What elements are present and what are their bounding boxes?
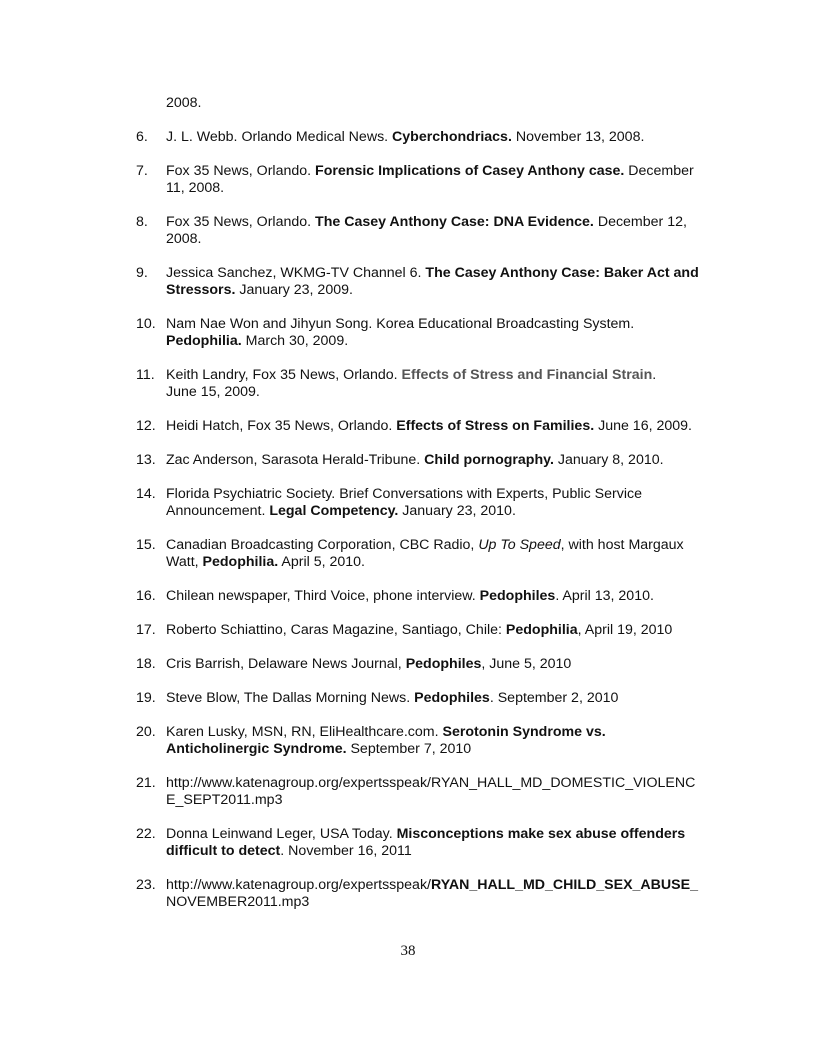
bold-title-text: Effects of Stress on Families. [396,418,595,434]
citation-text: NOVEMBER2011.mp3 [166,894,310,910]
bold-title-text: Anticholinergic Syndrome. [166,741,347,757]
bold-title-text: Effects of Stress and Financial Strain [401,367,653,383]
list-item [136,588,726,605]
citation-text: , June 5, 2010 [481,656,572,672]
citation-text: Fox 35 News, Orlando. [166,163,316,179]
citation-text: Cris Barrish, Delaware News Journal, [166,656,406,672]
list-item-line [166,894,726,911]
list-item-line [166,333,726,350]
list-item-line [166,724,726,741]
list-item-line [166,265,726,282]
list-item-line [166,418,726,435]
citation-text: June 16, 2009. [594,418,692,434]
bold-title-text: Legal Competency. [269,503,399,519]
bold-title-text: Cyberchondriacs. [392,129,512,145]
list-item-number: 8. [136,214,148,230]
list-item-number: 7. [136,163,148,179]
citation-text: Keith Landry, Fox 35 News, Orlando. [166,367,402,383]
list-item-number: 17. [136,622,156,638]
list-item-number: 10. [136,316,156,332]
list-item-line [166,554,726,571]
bold-title-text: Pedophilia [505,622,578,638]
citation-text: January 23, 2009. [235,282,353,298]
list-item-number: 23. [136,877,156,893]
bold-title-text: Pedophiles [405,656,482,672]
list-item-line [166,367,726,384]
list-item-line [166,622,726,639]
list-item-number: 15. [136,537,156,553]
citation-text: Donna Leinwand Leger, USA Today. [166,826,397,842]
citation-text: December [624,163,694,179]
citation-text: Announcement. [166,503,270,519]
citation-text: Jessica Sanchez, WKMG-TV Channel 6. [166,265,426,281]
bold-title-text: The Casey Anthony Case: Baker Act and [425,265,699,281]
list-item-number: 22. [136,826,156,842]
list-item-number: 9. [136,265,148,281]
list-item [136,486,726,520]
list-item-line [166,690,726,707]
citation-text: September 7, 2010 [346,741,472,757]
list-item-line [166,129,726,146]
citation-text: J. L. Webb. Orlando Medical News. [166,129,393,145]
list-item-number: 16. [136,588,156,604]
citation-text: April 5, 2010. [278,554,365,570]
list-item-line [166,656,726,673]
list-item-line [166,503,726,520]
list-item-line [166,826,726,843]
list-item-line [166,588,726,605]
citation-text: Nam Nae Won and Jihyun Song. Korea Educational Broadcasting System. [166,316,635,332]
list-item-line [166,486,726,503]
citation-text: Karen Lusky, MSN, RN, EliHealthcare.com. [166,724,443,740]
list-item-line [166,384,726,401]
bold-title-text: Forensic Implications of Casey Anthony case. [315,163,625,179]
citation-text: http://www.katenagroup.org/expertsspeak/ [166,877,431,893]
bold-title-text: Pedophilia. [202,554,279,570]
list-item-line [166,282,726,299]
list-item [136,622,726,639]
bold-title-text: RYAN_HALL_MD_CHILD_SEX_ABUSE_ [430,877,698,893]
bold-title-text: Pedophiles [479,588,556,604]
citation-text: Florida Psychiatric Society. Brief Conversations with Experts, Public Service [166,486,642,502]
bold-title-text: difficult to detect [166,843,281,859]
list-item-number: 6. [136,129,148,145]
citation-text: Steve Blow, The Dallas Morning News. [166,690,415,706]
list-item [136,129,726,146]
citation-text: Chilean newspaper, Third Voice, phone interview. [166,588,480,604]
citation-text: , April 19, 2010 [577,622,673,638]
list-item [136,826,726,860]
list-item-number: 19. [136,690,156,706]
list-item [136,418,726,435]
bold-title-text: Pedophiles [414,690,490,706]
citation-text: http://www.katenagroup.org/expertsspeak/RYAN_HALL_MD_DOMESTIC_VIOLENC [166,775,696,791]
citation-text: . September 2, 2010 [489,690,619,706]
citation-text: Watt, [166,554,203,570]
citation-text: . November 16, 2011 [280,843,412,859]
bold-title-text: Stressors. [166,282,236,298]
list-item-number: 20. [136,724,156,740]
list-item-line [166,231,726,248]
list-item [136,163,726,197]
list-item-line [166,180,726,197]
citation-text: 11, 2008. [166,180,225,196]
citation-text: Canadian Broadcasting Corporation, CBC Radio, [166,537,479,553]
list-item-line [166,792,726,809]
citation-text: 2008. [166,231,202,247]
citation-text: December 12, [593,214,687,230]
list-item [136,724,726,758]
list-item-number: 14. [136,486,156,502]
citation-text: March 30, 2009. [241,333,349,349]
list-item [136,316,726,350]
bold-title-text: Misconceptions make sex abuse offenders [396,826,686,842]
list-item [136,537,726,571]
citation-text: Zac Anderson, Sarasota Herald-Tribune. [166,452,425,468]
list-item-line [166,214,726,231]
citation-text: Heidi Hatch, Fox 35 News, Orlando. [166,418,397,434]
list-item-line [166,452,726,469]
citation-text: E_SEPT2011.mp3 [166,792,283,808]
list-item [136,367,726,401]
list-item [136,877,726,911]
list-item-line [166,741,726,758]
list-item-line [166,537,726,554]
list-item-number: 18. [136,656,156,672]
list-item-line [166,163,726,180]
citation-text: June 15, 2009. [166,384,260,400]
bold-title-text: Serotonin Syndrome vs. [442,724,606,740]
list-item-line [166,775,726,792]
italic-text: Up To Speed [478,537,561,553]
bold-title-text: Child pornography. [424,452,554,468]
continuation-text: 2008. [166,95,202,111]
bold-title-text: Pedophilia. [166,333,242,349]
citation-text: January 23, 2010. [398,503,516,519]
list-item-number: 12. [136,418,156,434]
list-item [136,214,726,248]
list-item [136,656,726,673]
citation-text: Fox 35 News, Orlando. [166,214,316,230]
list-item-line [166,877,726,894]
list-item-line [166,316,726,333]
list-item [136,265,726,299]
page-number: 38 [400,943,416,959]
list-item-number: 21. [136,775,156,791]
citation-text: , with host Margaux [560,537,684,553]
citation-text: . April 13, 2010. [555,588,654,604]
citation-text: Roberto Schiattino, Caras Magazine, Santiago, Chile: [166,622,506,638]
list-item-number: 11. [136,367,155,383]
citation-text: . [652,367,657,383]
list-item-number: 13. [136,452,156,468]
media-appearances-list [136,129,726,911]
list-item-line [166,843,726,860]
list-item [136,452,726,469]
citation-text: January 8, 2010. [553,452,664,468]
list-item [136,775,726,809]
bold-title-text: The Casey Anthony Case: DNA Evidence. [315,214,594,230]
citation-text: November 13, 2008. [511,129,645,145]
list-item [136,690,726,707]
